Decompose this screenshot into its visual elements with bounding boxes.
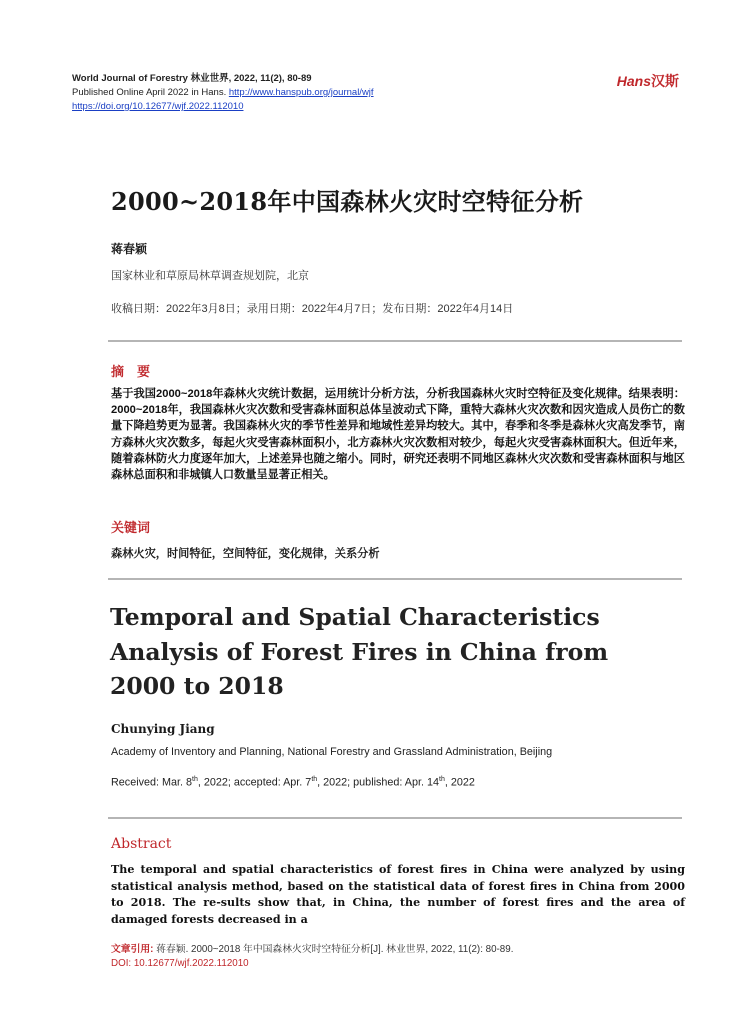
- received-label: Received: Mar. 8: [111, 776, 193, 789]
- dates-cn: 收稿日期：2022年3月8日；录用日期：2022年4月7日；发布日期：2022年4月14日: [111, 303, 514, 315]
- published-label: , 2022; published: Apr. 14: [317, 776, 440, 789]
- keywords-heading-cn: 关键词: [111, 520, 151, 535]
- journal-line: World Journal of Forestry 林业世界, 2022, 11(2), 80-89: [72, 73, 312, 84]
- logo-en: Hans: [616, 73, 651, 89]
- doi-line: [72, 100, 243, 113]
- published-line: [72, 86, 374, 99]
- received-sup: th: [192, 776, 198, 783]
- citation-doi: DOI: 10.12677/wjf.2022.112010: [111, 958, 249, 969]
- dates-en: [111, 776, 475, 789]
- journal-header: [72, 72, 312, 85]
- title-en-line: 2000 to 2018: [110, 672, 284, 700]
- title-en: [110, 600, 670, 704]
- accepted-label: , 2022; accepted: Apr. 7: [197, 776, 312, 789]
- year-tail: , 2022: [444, 776, 475, 789]
- abstract-en: The temporal and spatial characteristics of forest fires in China were analyzed by using statistical analysis method, based on the statistical data of forest fires in China from 2000 to 2018. The re-sults show that, in China, the number of forest fires and the area of damaged forests decreased in a: [111, 863, 685, 926]
- affiliation-cn: 国家林业和草原局林草调查规划院，北京: [111, 270, 309, 282]
- divider-rule: [108, 578, 682, 580]
- title-cn: 2000~2018年中国森林火灾时空特征分析: [111, 187, 584, 216]
- published-prefix: Published Online April 2022 in Hans.: [72, 87, 229, 98]
- doi-url-link[interactable]: https://doi.org/10.12677/wjf.2022.112010: [72, 101, 244, 112]
- abstract-heading-en: Abstract: [111, 836, 172, 852]
- author-cn: 蒋春颖: [111, 242, 148, 256]
- title-en-line: Temporal and Spatial Characteristics: [110, 603, 600, 631]
- divider-rule: [108, 817, 682, 819]
- keywords-cn: 森林火灾，时间特征，空间特征，变化规律，关系分析: [111, 548, 380, 560]
- abstract-cn: 基于我国2000~2018年森林火灾统计数据，运用统计分析方法，分析我国森林火灾时空特征及变化规律。结果表明：2000~2018年，我国森林火灾次数和受害森林面积总体呈波动式下降，重特大森林火灾次数和因灾造成人员伤亡的数量下降趋势更为显著。我国森林火灾的季节性差异和地域性差异均较大。其中，春季和冬季是森林火灾高发季节，南方森林火灾次数多，每起火灾受害森林面积小，北方森林火灾次数相对较少，每起火灾受害森林面积大。但近年来，随着森林防火力度逐年加大，上述差异也随之缩小。同时，研究还表明不同地区森林火灾次数和受害森林面积与地区森林总面积和非城镇人口数量呈显著正相关。: [111, 388, 685, 482]
- divider-rule: [108, 340, 682, 342]
- accepted-sup: th: [311, 776, 318, 783]
- journal-url-link[interactable]: http://www.hanspub.org/journal/wjf: [228, 87, 374, 98]
- citation-label: 文章引用:: [111, 944, 154, 955]
- published-sup: th: [439, 776, 445, 783]
- citation-text: 蒋春颖. 2000~2018 年中国森林火灾时空特征分析[J]. 林业世界, 2022, 11(2): 80-89.: [153, 944, 514, 955]
- author-en: Chunying Jiang: [111, 722, 215, 736]
- affiliation-en: Academy of Inventory and Planning, National Forestry and Grassland Administration, Beijing: [111, 746, 553, 758]
- logo-cn: 汉斯: [651, 73, 679, 89]
- abstract-heading-cn: 摘 要: [111, 364, 151, 379]
- title-en-line: Analysis of Forest Fires in China from: [110, 637, 609, 666]
- citation: [111, 941, 513, 955]
- hans-logo: [617, 71, 679, 91]
